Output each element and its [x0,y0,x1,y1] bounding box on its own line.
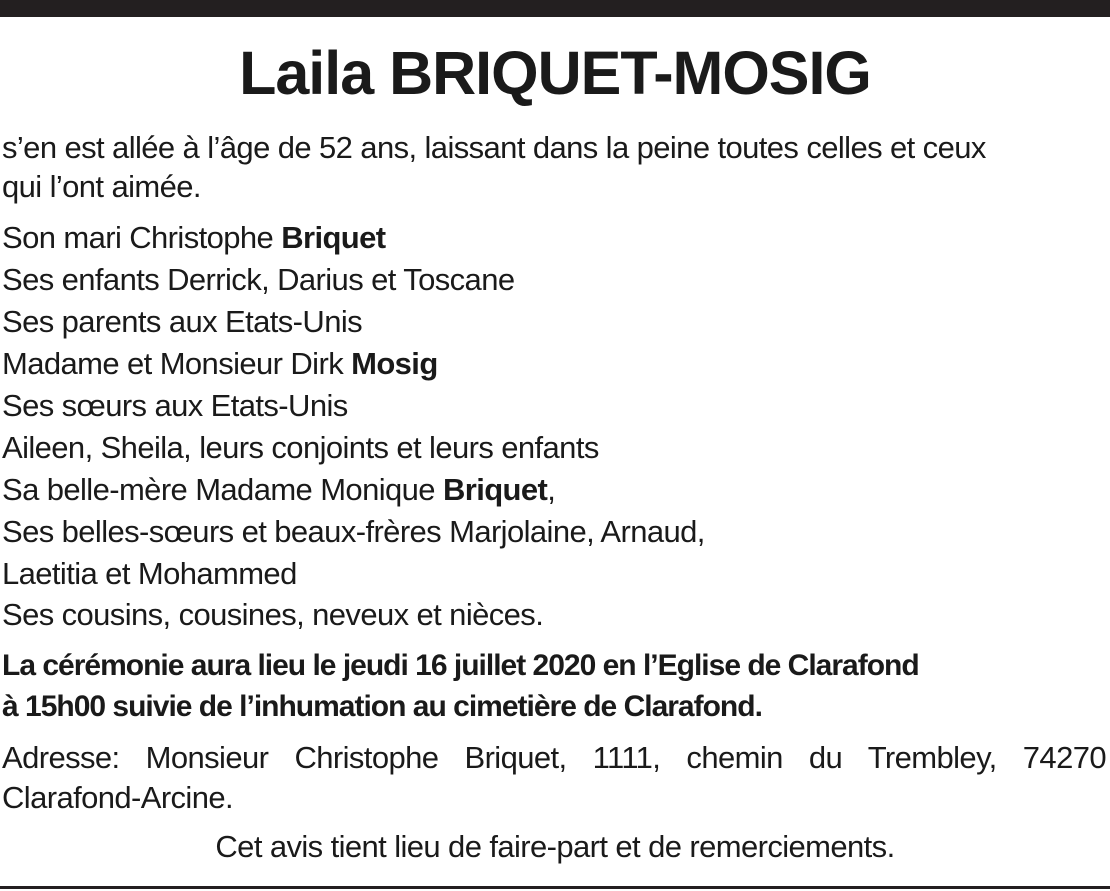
deceased-name-title: Laila BRIQUET-MOSIG [239,39,871,107]
family-line-parents-names-text: Madame et Monsieur Dirk [2,346,352,381]
family-line-husband-surname: Briquet [281,220,386,255]
family-line-in-laws-names: Laetitia et Mohammed [2,556,297,591]
family-line-sisters-names: Aileen, Sheila, leurs conjoints et leurs enfants [2,430,599,465]
address-line-2: Clarafond-Arcine. [2,780,234,815]
family-line-husband-text: Son mari Christophe [2,220,282,255]
family-line-mother-in-law [2,469,555,510]
family-line-parents-surname: Mosig [351,346,438,381]
family-line-in-laws: Ses belles-sœurs et beaux-frères Marjolaine, Arnaud, [2,514,705,549]
intro-line-2: qui l’ont aimée. [2,169,201,204]
top-border-bar [0,0,1110,17]
family-line-sisters: Ses sœurs aux Etats-Unis [2,388,348,423]
family-line-cousins: Ses cousins, cousines, neveux et nièces. [2,597,544,632]
intro-line-1: s’en est allée à l’âge de 52 ans, laissant dans la peine toutes celles et ceux [2,130,986,165]
family-line-parents: Ses parents aux Etats-Unis [2,304,363,339]
address-line-1: Adresse: Monsieur Christophe Briquet, 1111, chemin du Trembley, 74270 [2,740,1106,775]
family-line-mother-in-law-text: Sa belle-mère Madame Monique [2,472,443,507]
ceremony-line-1: La cérémonie aura lieu le jeudi 16 juillet 2020 en l’Eglise de Clarafond [2,649,919,682]
family-line-children: Ses enfants Derrick, Darius et Toscane [2,262,515,297]
family-line-mother-in-law-surname: Briquet [442,472,548,507]
closing-line: Cet avis tient lieu de faire-part et de remerciements. [215,829,895,864]
family-line-husband [2,217,386,258]
family-line-mother-in-law-suffix: , [547,472,556,507]
bottom-border-rule [0,886,1110,889]
family-line-parents-names [2,343,438,384]
ceremony-line-2: à 15h00 suivie de l’inhumation au cimetière de Clarafond. [2,690,762,723]
